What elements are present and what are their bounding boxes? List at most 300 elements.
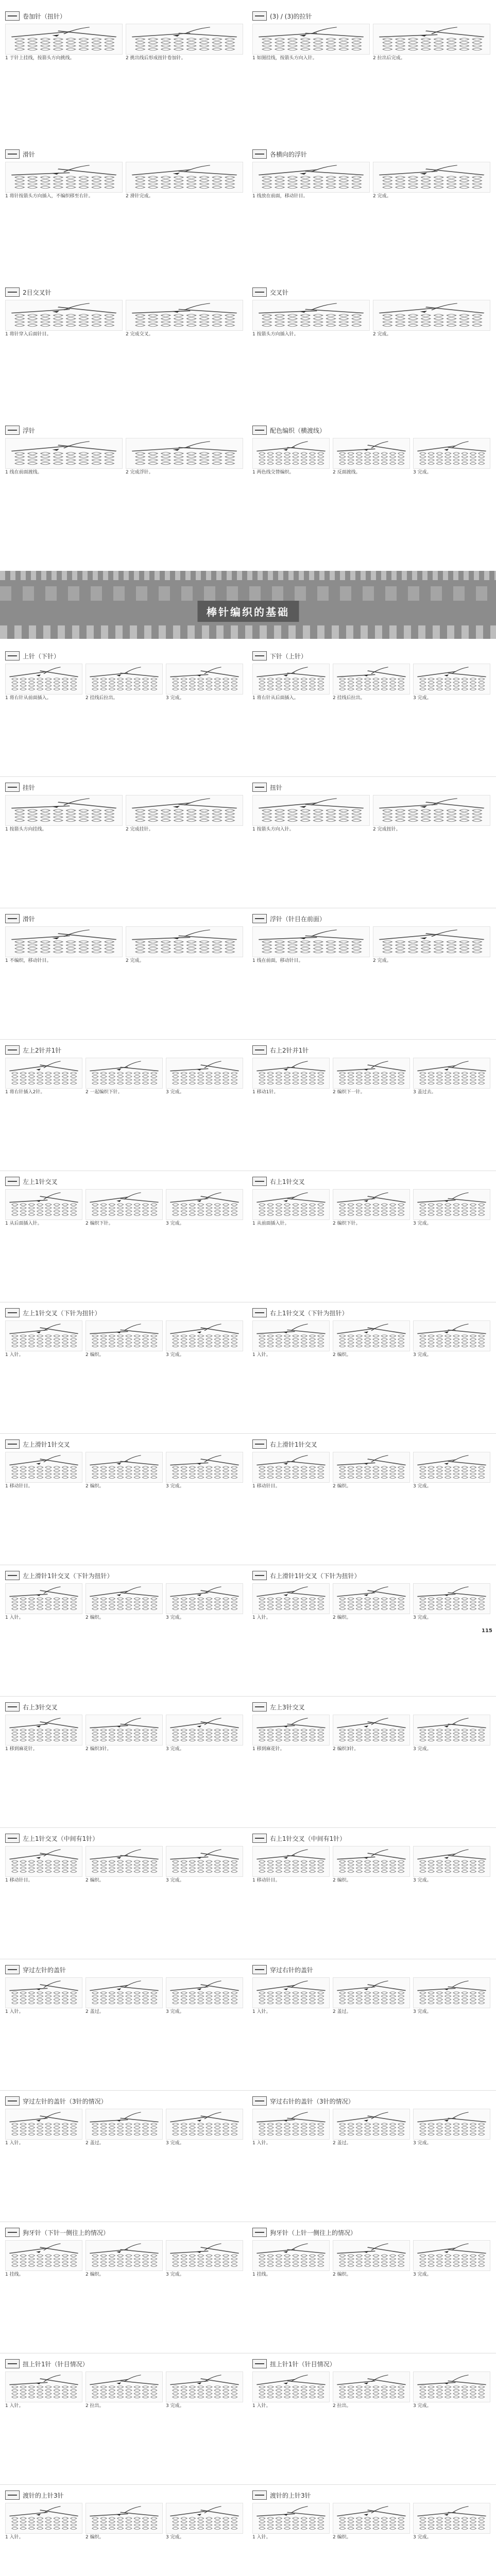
- knitting-diagram: [5, 1715, 82, 1745]
- step-caption-text: 2 编织。: [333, 1878, 351, 1883]
- section-title: [5, 10, 242, 22]
- step-caption-text: 2 编织。: [85, 2535, 104, 2540]
- knitting-diagram: [166, 2371, 243, 2402]
- knitting-diagram: [85, 1452, 163, 1483]
- section-title: [5, 2095, 242, 2107]
- knit-symbol-icon: [252, 1702, 267, 1711]
- knitting-diagram: [166, 1189, 243, 1220]
- step-caption-text: 3 完成。: [413, 1878, 432, 1883]
- knit-symbol-icon: [5, 1965, 20, 1974]
- knitting-diagram: [5, 438, 123, 469]
- knit-symbol-icon: [5, 783, 20, 792]
- knit-symbol-icon: [5, 651, 20, 660]
- knit-symbol-icon: [252, 1308, 267, 1317]
- step-caption-text: 2 编织。: [333, 1484, 351, 1489]
- step-caption-text: 3 完成。: [166, 1615, 184, 1620]
- knitting-diagram: [413, 2109, 490, 2140]
- step-caption-text: 3 完成。: [413, 1352, 432, 1358]
- knit-symbol-icon: [252, 914, 267, 923]
- knit-symbol-icon: [252, 1834, 267, 1843]
- step-caption-text: 2 编织。: [85, 1878, 104, 1883]
- step-caption: [5, 958, 122, 970]
- step-caption-text: 1 移到麻花针。: [252, 1747, 285, 1752]
- knitting-diagram: [166, 2240, 243, 2271]
- step-caption: [85, 1352, 162, 1364]
- knitting-diagram: [166, 1452, 243, 1483]
- section-title-label: 渡针的上针3针: [23, 2492, 64, 2499]
- step-caption-text: 2 挂线后拉出。: [333, 696, 365, 701]
- step-caption: [166, 695, 242, 707]
- step-caption-text: 1 线放在前面，移动针目。: [252, 194, 308, 199]
- step-caption-text: 2 反面渡线。: [333, 470, 361, 475]
- step-caption-text: 2 编织。: [85, 1615, 104, 1620]
- knitting-diagram: [166, 1583, 243, 1614]
- step-caption-text: 1 按箭头方向插入针。: [252, 332, 299, 337]
- section-title-label: 扭上针1针（针目情况）: [270, 2360, 336, 2368]
- step-caption: [126, 958, 242, 970]
- step-caption-text: 1 将右针插入2针。: [5, 1090, 45, 1095]
- section-title-label: 狗牙针（上针一侧往上的情况）: [270, 2229, 357, 2236]
- step-caption-text: 2 编织。: [333, 2535, 351, 2540]
- knitting-diagram: [5, 1583, 82, 1614]
- step-caption-text: 3 完成。: [413, 1221, 432, 1226]
- step-caption: [5, 1746, 81, 1758]
- step-caption-text: 3 完成。: [413, 2141, 432, 2146]
- step-caption-text: 2 完成挂针。: [126, 827, 153, 832]
- knitting-diagram: [5, 1058, 82, 1089]
- step-caption: [166, 2403, 242, 2415]
- knitting-diagram: [85, 2503, 163, 2534]
- section-title: [5, 286, 242, 298]
- step-caption: [373, 958, 489, 970]
- step-caption: [373, 55, 489, 67]
- knitting-diagram: [252, 664, 330, 694]
- section-title: [5, 425, 242, 436]
- knit-symbol-icon: [5, 149, 20, 159]
- step-caption: [333, 1746, 409, 1758]
- step-caption-text: 3 盖过去。: [413, 1090, 436, 1095]
- step-caption-text: 1 不编织，移动针目。: [5, 958, 52, 963]
- knitting-diagram: [333, 2371, 410, 2402]
- knitting-diagram: [333, 1846, 410, 1877]
- step-caption-text: 1 入针。: [252, 2141, 271, 2146]
- step-caption-text: 2 滑针完成。: [126, 194, 153, 199]
- knitting-diagram: [5, 795, 123, 826]
- section-title: [252, 2227, 489, 2238]
- knitting-diagram: [85, 1846, 163, 1877]
- knitting-diagram: [252, 1189, 330, 1220]
- section-title: [252, 2095, 489, 2107]
- knit-symbol-icon: [252, 2359, 267, 2368]
- step-caption-text: 1 入针。: [5, 2141, 24, 2146]
- knit-symbol-icon: [5, 287, 20, 297]
- step-caption-text: 2 编织。: [333, 1615, 351, 1620]
- step-caption: [126, 826, 242, 839]
- step-caption-text: 2 编织。: [85, 2272, 104, 2277]
- section-title-label: 左上2针并1针: [23, 1046, 62, 1054]
- step-caption-text: 2 完成浮针。: [126, 470, 153, 475]
- step-caption-text: 3 完成。: [413, 2535, 432, 2540]
- step-caption-text: 1 将针穿入后面针目。: [5, 332, 52, 337]
- step-caption-text: 3 完成。: [413, 470, 432, 475]
- step-caption-text: 1 于针上挂线，按箭头方向挑线。: [5, 56, 75, 61]
- section-title-label: 左上1针交叉: [23, 1178, 58, 1185]
- step-caption-text: 1 将右针从后面插入。: [252, 696, 299, 701]
- step-caption-text: 2 拉出后完成。: [373, 56, 405, 61]
- knit-symbol-icon: [252, 1045, 267, 1055]
- step-caption: [166, 1221, 242, 1233]
- knitting-diagram: [5, 1320, 82, 1351]
- step-caption: [333, 469, 409, 482]
- step-caption: [252, 469, 329, 482]
- step-caption-text: 1 线在前面，移动针目。: [252, 958, 303, 963]
- step-caption-text: 1 挂线。: [5, 2272, 24, 2277]
- step-caption-text: 1 如图挂线，按箭头方向入针。: [252, 56, 317, 61]
- page-number-right: 115: [482, 1628, 492, 1634]
- section-title-label: 交叉针: [270, 289, 289, 296]
- section-title-label: 左上1针交叉（中间有1针）: [23, 1835, 99, 1842]
- section-title: [252, 2358, 489, 2369]
- step-caption-text: 3 完成。: [166, 1090, 184, 1095]
- knitting-diagram: [252, 2371, 330, 2402]
- knitting-diagram: [333, 1189, 410, 1220]
- step-caption: [333, 1483, 409, 1496]
- knitting-diagram: [413, 2240, 490, 2271]
- step-caption-text: 2 盖过。: [333, 2141, 351, 2146]
- knit-symbol-icon: [5, 1177, 20, 1186]
- knit-symbol-icon: [5, 2228, 20, 2237]
- step-caption-text: 1 入针。: [5, 2009, 24, 2014]
- knitting-diagram: [413, 438, 490, 469]
- step-caption-text: 1 从后面插入针。: [5, 1221, 42, 1226]
- knitting-diagram: [413, 1452, 490, 1483]
- step-caption: [85, 1746, 162, 1758]
- knit-symbol-icon: [5, 1702, 20, 1711]
- knitting-diagram: [333, 438, 410, 469]
- step-caption-text: 3 完成。: [413, 2272, 432, 2277]
- step-caption: [373, 193, 489, 206]
- knit-symbol-icon: [252, 287, 267, 297]
- step-caption: [333, 1221, 409, 1233]
- step-caption-text: 2 一起编织下针。: [85, 1090, 123, 1095]
- step-caption: [5, 2403, 81, 2415]
- step-caption: [85, 2403, 162, 2415]
- step-caption-text: 1 线在前面渡线。: [5, 470, 42, 475]
- knitting-diagram: [252, 1715, 330, 1745]
- knitting-diagram: [333, 1583, 410, 1614]
- knitting-diagram: [166, 1058, 243, 1089]
- step-caption-text: 1 入针。: [252, 1615, 271, 1620]
- step-caption: [126, 469, 242, 482]
- knitting-diagram: [166, 2503, 243, 2534]
- section-title-label: (3) / (3)的拉针: [270, 12, 312, 20]
- knit-symbol-icon: [5, 426, 20, 435]
- step-caption: [85, 2009, 162, 2021]
- section-title-label: 左上1针交叉（下针为扭针）: [23, 1309, 101, 1317]
- step-caption-text: 1 按箭头方向入针。: [252, 827, 294, 832]
- knitting-diagram: [5, 300, 123, 331]
- knitting-diagram: [5, 1452, 82, 1483]
- knitting-diagram: [373, 300, 490, 331]
- knitting-diagram: [252, 926, 370, 957]
- step-caption: [252, 958, 369, 970]
- step-caption: [413, 1877, 489, 1890]
- step-caption-text: 1 入针。: [5, 2403, 24, 2409]
- section-title-label: 穿过左针的盖针: [23, 1966, 66, 1974]
- section-title: [252, 1176, 489, 1187]
- step-caption: [413, 2009, 489, 2021]
- step-caption: [252, 1089, 329, 1101]
- knitting-diagram: [166, 664, 243, 694]
- step-caption: [252, 193, 369, 206]
- section-title-label: 穿过左针的盖针（3针的情况）: [23, 2097, 107, 2105]
- step-caption-text: 2 编织。: [85, 1484, 104, 1489]
- section-title-label: 右上滑针1针交叉: [270, 1440, 317, 1448]
- section-title: [5, 2358, 242, 2369]
- knitting-diagram: [126, 300, 243, 331]
- knitting-diagram: [5, 664, 82, 694]
- knitting-diagram: [252, 1452, 330, 1483]
- knitting-diagram: [166, 2109, 243, 2140]
- step-caption-text: 3 完成。: [413, 696, 432, 701]
- section-title-label: 上针（下针）: [23, 652, 60, 660]
- step-caption: [252, 331, 369, 344]
- step-caption: [333, 2140, 409, 2153]
- knit-symbol-icon: [252, 1177, 267, 1186]
- step-caption-text: 2 完成交叉。: [126, 332, 153, 337]
- knitting-diagram: [413, 1320, 490, 1351]
- step-caption: [5, 331, 122, 344]
- step-caption-text: 2 拉出。: [333, 2403, 351, 2409]
- section-title-label: 配色编织（横渡线）: [270, 427, 326, 434]
- section-title-label: 狗牙针（下针一侧往上的情况）: [23, 2229, 110, 2236]
- step-caption-text: 2 编织下针。: [333, 1221, 361, 1226]
- knitting-diagram: [85, 1715, 163, 1745]
- knitting-diagram: [5, 2503, 82, 2534]
- section-title-label: 扭针: [270, 784, 283, 791]
- step-caption-text: 2 完成扭针。: [373, 827, 401, 832]
- knitting-diagram: [333, 2240, 410, 2271]
- row-divider: [0, 2484, 496, 2485]
- section-title-label: 浮针: [23, 427, 36, 434]
- knitting-diagram: [252, 2503, 330, 2534]
- knitting-diagram: [333, 1320, 410, 1351]
- step-caption: [85, 1089, 162, 1101]
- step-caption-text: 3 完成。: [166, 1221, 184, 1226]
- step-caption: [333, 1352, 409, 1364]
- step-caption: [126, 331, 242, 344]
- step-caption: [5, 2272, 81, 2284]
- section-title: [252, 1307, 489, 1318]
- step-caption-text: 2 编织。: [333, 2272, 351, 2277]
- step-caption-text: 2 编织3针。: [333, 1747, 359, 1752]
- knitting-diagram: [5, 1189, 82, 1220]
- step-caption: [413, 1615, 489, 1627]
- step-caption-text: 2 盖过。: [85, 2141, 104, 2146]
- knit-symbol-icon: [5, 1439, 20, 1449]
- knitting-diagram: [252, 300, 370, 331]
- step-caption-text: 1 将针按箭头方向插入，不编织移至右针。: [5, 194, 93, 199]
- step-caption: [333, 2534, 409, 2547]
- step-caption: [252, 1746, 329, 1758]
- step-caption-text: 3 完成。: [413, 1484, 432, 1489]
- step-caption-text: 2 完成。: [373, 332, 391, 337]
- step-caption: [252, 1615, 329, 1627]
- section-title: [252, 1438, 489, 1450]
- knitting-diagram: [252, 2109, 330, 2140]
- knitting-diagram: [126, 795, 243, 826]
- knit-symbol-icon: [252, 1439, 267, 1449]
- step-caption-text: 3 完成。: [413, 1747, 432, 1752]
- step-caption: [413, 2403, 489, 2415]
- step-caption: [252, 1877, 329, 1890]
- section-banner: [0, 571, 496, 639]
- section-title: [5, 2227, 242, 2238]
- knitting-diagram: [126, 24, 243, 55]
- section-title: [5, 148, 242, 160]
- section-title-label: 挂针: [23, 784, 36, 791]
- knitting-diagram: [5, 926, 123, 957]
- step-caption: [333, 1089, 409, 1101]
- knit-symbol-icon: [5, 2359, 20, 2368]
- step-caption-text: 3 完成。: [166, 696, 184, 701]
- knit-symbol-icon: [5, 1571, 20, 1580]
- section-title-label: 右上3针交叉: [23, 1703, 58, 1711]
- knitting-diagram: [85, 1058, 163, 1089]
- step-caption-text: 1 移动针目。: [5, 1878, 33, 1883]
- step-caption-text: 3 完成。: [166, 2535, 184, 2540]
- step-caption: [252, 55, 369, 67]
- step-caption-text: 1 入针。: [252, 2403, 271, 2409]
- section-title: [252, 2489, 489, 2501]
- step-caption-text: 2 盖过。: [85, 2009, 104, 2014]
- knit-symbol-icon: [252, 2490, 267, 2500]
- step-caption: [5, 1483, 81, 1496]
- knit-symbol-icon: [252, 2096, 267, 2106]
- knitting-diagram: [85, 2109, 163, 2140]
- knitting-diagram: [252, 162, 370, 193]
- step-caption: [166, 1615, 242, 1627]
- step-caption-text: 1 按箭头方向挂线。: [5, 827, 47, 832]
- step-caption: [252, 1221, 329, 1233]
- step-caption: [5, 2140, 81, 2153]
- step-caption: [5, 193, 122, 206]
- knitting-diagram: [85, 1583, 163, 1614]
- row-divider: [0, 1696, 496, 1697]
- step-caption: [5, 2534, 81, 2547]
- knitting-diagram: [413, 1977, 490, 2008]
- knitting-diagram: [166, 1320, 243, 1351]
- step-caption: [166, 1877, 242, 1890]
- step-caption-text: 1 移动针目。: [252, 1484, 280, 1489]
- section-title-label: 右上滑针1针交叉（下针为扭针）: [270, 1572, 361, 1580]
- knitting-diagram: [413, 1189, 490, 1220]
- step-caption: [85, 1221, 162, 1233]
- knit-symbol-icon: [5, 914, 20, 923]
- step-caption: [333, 1615, 409, 1627]
- step-caption-text: 3 完成。: [166, 2009, 184, 2014]
- step-caption: [85, 2534, 162, 2547]
- section-title-label: 右上1针交叉: [270, 1178, 305, 1185]
- knitting-diagram: [5, 2109, 82, 2140]
- knit-symbol-icon: [252, 149, 267, 159]
- knitting-diagram: [126, 926, 243, 957]
- step-caption-text: 2 完成。: [373, 958, 391, 963]
- step-caption: [166, 1352, 242, 1364]
- knitting-diagram: [5, 24, 123, 55]
- section-title-label: 渡针的上针3针: [270, 2492, 311, 2499]
- knitting-diagram: [373, 24, 490, 55]
- step-caption-text: 3 完成。: [413, 2009, 432, 2014]
- row-divider: [0, 1039, 496, 1040]
- row-divider: [0, 2090, 496, 2091]
- step-caption-text: 3 完成。: [166, 1352, 184, 1358]
- knitting-diagram: [85, 1320, 163, 1351]
- knitting-diagram: [252, 1977, 330, 2008]
- step-caption: [252, 1483, 329, 1496]
- step-caption: [126, 55, 242, 67]
- step-caption: [85, 695, 162, 707]
- section-title: [5, 913, 242, 924]
- knitting-diagram: [5, 2240, 82, 2271]
- section-title-label: 滑针: [23, 915, 36, 923]
- step-caption-text: 1 将右针从前面插入。: [5, 696, 52, 701]
- step-caption: [333, 2272, 409, 2284]
- step-caption-text: 3 完成。: [166, 1484, 184, 1489]
- section-title: [5, 1570, 242, 1581]
- step-caption-text: 1 入针。: [252, 2009, 271, 2014]
- step-caption: [252, 2140, 329, 2153]
- step-caption-text: 2 挑出线后形成扭针卷加针。: [126, 56, 186, 61]
- step-caption-text: 1 从前面插入针。: [252, 1221, 289, 1226]
- section-title: [5, 782, 242, 793]
- step-caption: [252, 826, 369, 839]
- section-title: [252, 286, 489, 298]
- section-title: [252, 913, 489, 924]
- section-title: [5, 650, 242, 662]
- step-caption-text: 3 完成。: [166, 2272, 184, 2277]
- step-caption-text: 1 移动针目。: [252, 1878, 280, 1883]
- step-caption: [5, 469, 122, 482]
- step-caption: [166, 1089, 242, 1101]
- step-caption: [5, 2009, 81, 2021]
- knitting-diagram: [126, 438, 243, 469]
- section-title: [252, 650, 489, 662]
- step-caption: [413, 2140, 489, 2153]
- step-caption: [5, 1352, 81, 1364]
- step-caption: [413, 1746, 489, 1758]
- knitting-diagram: [333, 2503, 410, 2534]
- knit-symbol-icon: [252, 1965, 267, 1974]
- step-caption-text: 2 编织3针。: [85, 1747, 112, 1752]
- step-caption-text: 3 完成。: [413, 2403, 432, 2409]
- step-caption: [413, 2534, 489, 2547]
- section-title-label: 穿过右针的盖针: [270, 1966, 314, 1974]
- step-caption: [333, 2403, 409, 2415]
- section-title: [252, 1701, 489, 1713]
- step-caption: [85, 1615, 162, 1627]
- knit-symbol-icon: [5, 1308, 20, 1317]
- knitting-diagram: [252, 795, 370, 826]
- step-caption-text: 2 完成。: [126, 958, 144, 963]
- step-caption-text: 2 编织。: [85, 1352, 104, 1358]
- knitting-diagram: [333, 1715, 410, 1745]
- knitting-diagram: [85, 1977, 163, 2008]
- step-caption: [166, 2009, 242, 2021]
- step-caption-text: 2 拉出。: [85, 2403, 104, 2409]
- step-caption: [413, 1089, 489, 1101]
- knitting-diagram: [333, 664, 410, 694]
